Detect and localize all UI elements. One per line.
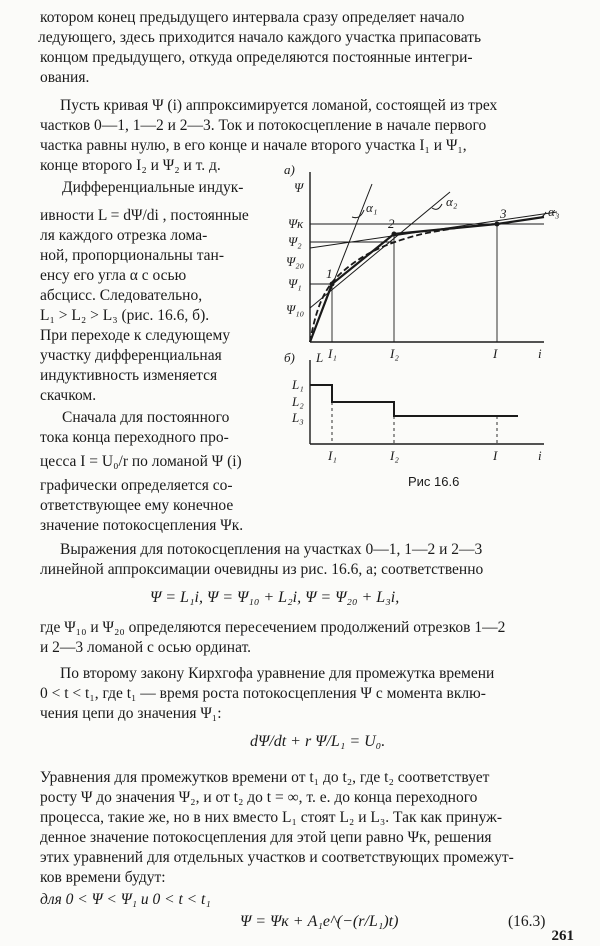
tangent-line-1 [310, 184, 372, 342]
text-line: Сначала для постоянного [62, 409, 230, 426]
text-line: и 2—3 ломаной с осью ординат. [40, 639, 252, 656]
text-line: этих уравнений для отдельных участков и соответствующих промежут- [40, 849, 514, 866]
tick-i1-bottom: I₁ [328, 448, 337, 463]
text-line: ования. [40, 69, 90, 86]
text-line: где Ψ₁₀ и Ψ₂₀ определяются пересечением продолжений отрезков 1—2 [40, 619, 506, 636]
text-line: ивности L = dΨ/di , постоянные [40, 207, 249, 224]
text-line: частка равны нулю, в его конце и начале второго участка I₁ и Ψ₁, [40, 137, 467, 154]
text-line: цесса I = U₀/r по ломаной Ψ (i) [40, 453, 242, 470]
i-axis-label-bottom: i [538, 448, 542, 463]
point-2-label: 2 [388, 216, 395, 231]
text-line: индуктивность изменяется [40, 367, 218, 384]
tick-psi-k: Ψк [288, 216, 304, 231]
text-line: Уравнения для промежутков времени от t₁ до t₂, где t₂ соответствует [40, 769, 490, 786]
tick-l1: L₁ [292, 377, 304, 392]
text-line: концом предыдущего, откуда определяются постоянные интегри- [40, 49, 473, 66]
formula-kirchhoff: dΨ/dt + r Ψ/L₁ = U₀. [250, 733, 386, 750]
figure-caption: Рис 16.6 [408, 474, 460, 489]
figure-16-6 [282, 162, 582, 492]
text-line: енсу его угла α с осью [40, 267, 187, 284]
angle-alpha-3: α₃ [548, 204, 560, 219]
tick-i-bottom: I [493, 448, 498, 463]
text-line: ледующего, здесь приходится начало каждого участка припасовать [38, 29, 482, 46]
text-line: Пусть кривая Ψ (i) аппроксимируется ломаной, состоящей из трех [60, 97, 498, 114]
formula-psi-segments: Ψ = L₁i, Ψ = Ψ₁₀ + L₂i, Ψ = Ψ₂₀ + L₃i, [150, 589, 400, 606]
l-axis-label: L [316, 350, 324, 365]
text-line: ков времени будут: [40, 869, 166, 886]
tick-l2: L₂ [292, 394, 304, 409]
angle-arc-2 [432, 204, 442, 209]
text-line: росту Ψ до значения Ψ₂, и от t₂ до t = ∞, т. е. до конца переходного [40, 789, 478, 806]
tangent-line-3 [310, 212, 557, 248]
text-line: Выражения для потокосцепления на участках 0—1, 1—2 и 2—3 [60, 541, 483, 558]
point-1-marker [330, 282, 335, 287]
point-2-marker [392, 232, 397, 237]
text-line: линейной аппроксимации очевидны из рис. 16.6, а; соответственно [40, 561, 484, 578]
tick-psi-2: Ψ₂ [288, 234, 302, 249]
text-line: тока конца переходного про- [40, 429, 229, 446]
text-line: процесса, такие же, но в них вместо L₁ стоят L₂ и L₃. Так как принуж- [40, 809, 502, 826]
text-line: ля каждого отрезка лома- [40, 227, 208, 244]
point-3-marker [495, 222, 500, 227]
angle-alpha-1: α₁ [366, 200, 378, 215]
text-line: абсцисс. Следовательно, [40, 287, 203, 304]
tick-i2-bottom: I₂ [390, 448, 399, 463]
i-axis-label-top: i [538, 346, 542, 361]
psi-axis-label: Ψ [294, 180, 304, 195]
formula-solution: Ψ = Ψк + A₁e^(−(r/L₁)t) [240, 913, 399, 930]
tick-psi-1: Ψ₁ [288, 276, 302, 291]
text-line: графически определяется со- [40, 477, 233, 494]
point-1-label: 1 [326, 266, 333, 281]
page-number: 261 [551, 928, 574, 944]
equation-number: (16.3) [508, 913, 546, 930]
tick-l3: L₃ [292, 410, 304, 425]
tick-psi-20: Ψ₂₀ [286, 254, 305, 269]
tick-i-top: I [493, 346, 498, 361]
text-line: L₁ > L₂ > L₃ (рис. 16.6, б). [40, 307, 210, 324]
text-line: Дифференциальные индук- [62, 179, 244, 196]
text-line: конце второго I₂ и Ψ₂ и т. д. [40, 157, 221, 174]
inductance-step [310, 385, 518, 416]
tick-i2-top: I₂ [390, 346, 399, 361]
tick-i1-top: I₁ [328, 346, 337, 361]
text-line: 0 < t < t₁, где t₁ — время роста потокосцепления Ψ с момента вклю- [40, 685, 486, 702]
angle-alpha-2: α₂ [446, 194, 458, 209]
text-line: частков 0—1, 1—2 и 2—3. Ток и потокосцепление в начале первого [40, 117, 487, 134]
text-line: денное значение потокосцепления для этой цепи равно Ψк, решения [40, 829, 492, 846]
point-3-label: 3 [500, 206, 507, 221]
text-line: котором конец предыдущего интервала сразу определяет начало [40, 9, 465, 26]
text-line: участку дифференциальная [40, 347, 222, 364]
condition-line: для 0 < Ψ < Ψ₁ и 0 < t < t₁ [40, 891, 211, 908]
angle-arc-1 [352, 210, 364, 218]
text-line: При переходе к следующему [40, 327, 231, 344]
text-line: По второму закону Кирхгофа уравнение для промежутка времени [60, 665, 495, 682]
figure-label-a: а) [284, 162, 295, 177]
tangent-line-2 [310, 192, 450, 308]
text-line: чения цепи до значения Ψ₁: [40, 705, 222, 722]
text-line: скачком. [40, 387, 97, 404]
text-line: ной, пропорциональны тан- [40, 247, 225, 264]
tick-psi-10: Ψ₁₀ [286, 302, 305, 317]
text-line: ответствующее ему конечное [40, 497, 234, 514]
text-line: значение потокосцепления Ψк. [40, 517, 244, 534]
figure-label-b: б) [284, 350, 295, 365]
